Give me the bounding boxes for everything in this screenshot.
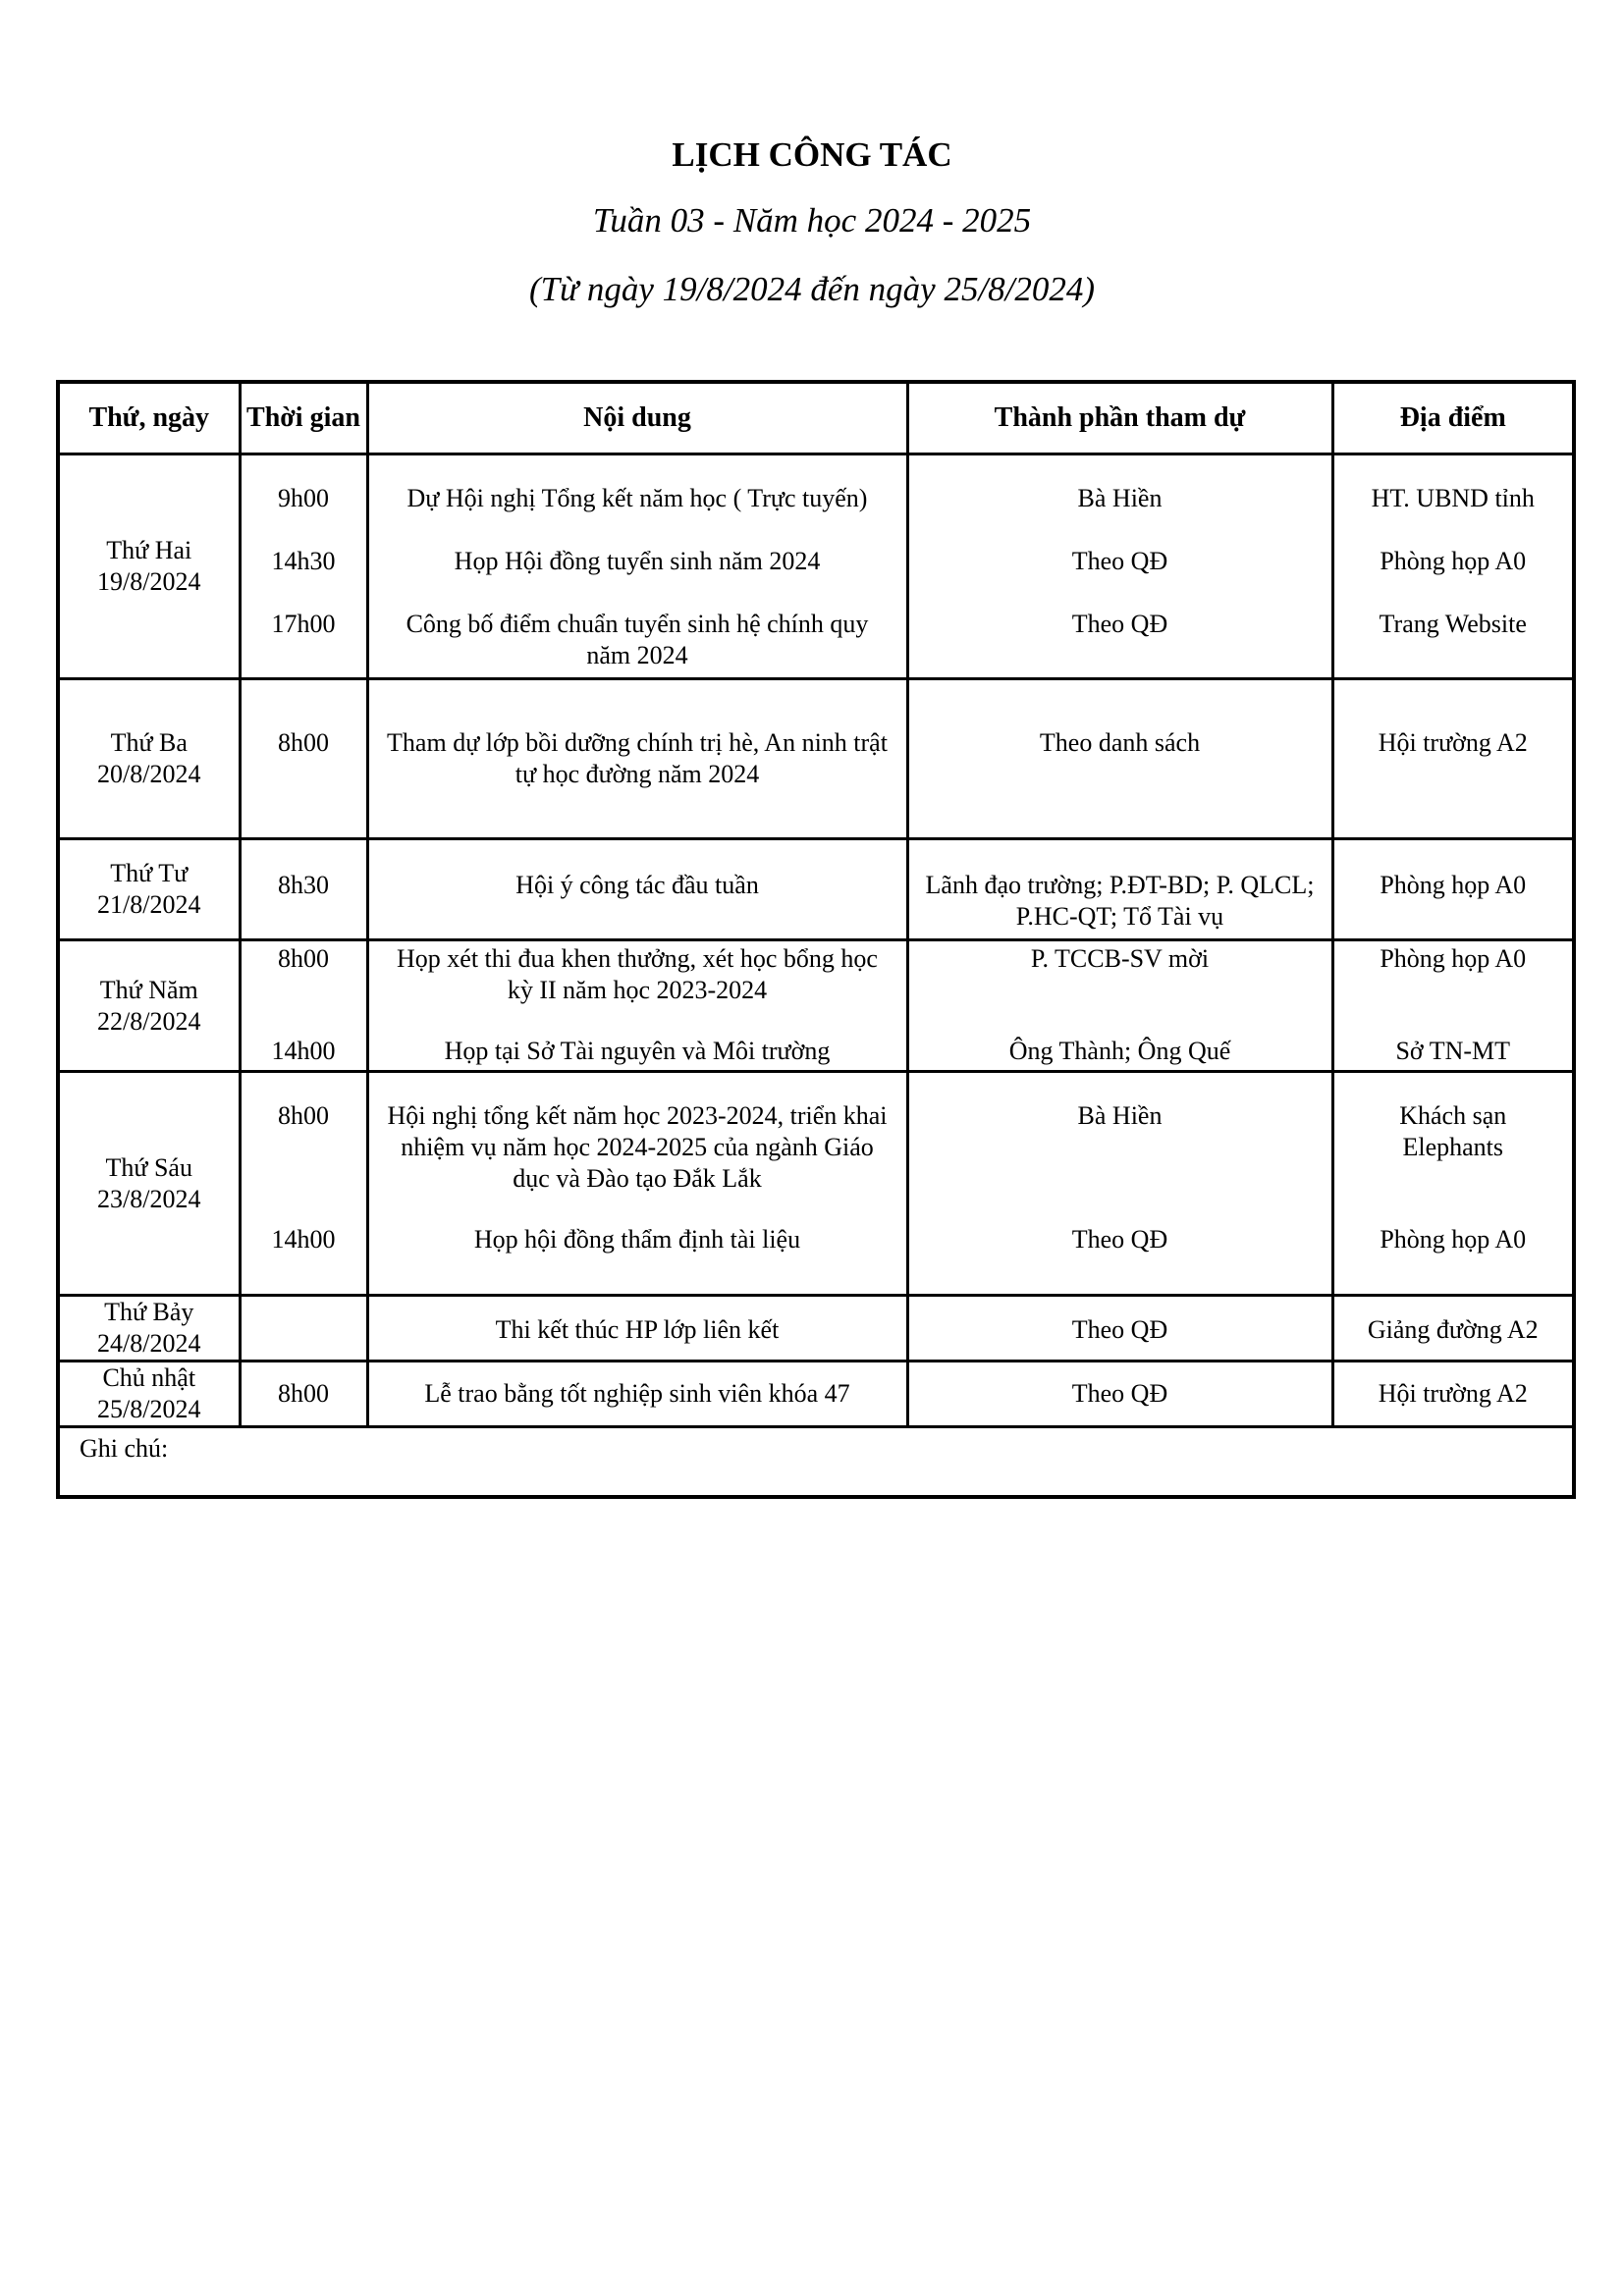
note-row: [58, 1427, 1574, 1498]
event-content: Thi kết thúc HP lớp liên kết: [495, 1315, 780, 1344]
event-time: 14h00: [271, 1037, 336, 1065]
col-header-location: Địa điểm: [1332, 382, 1574, 454]
day-cell: [58, 839, 240, 940]
day-cell: [58, 1296, 240, 1362]
day-date: 21/8/2024: [97, 890, 201, 919]
event-location: Hội trường A2: [1378, 1379, 1528, 1408]
event-content: Hội ý công tác đầu tuần: [515, 871, 759, 899]
date-range: (Từ ngày 19/8/2024 đến ngày 25/8/2024): [528, 270, 1096, 308]
event-participants: P. TCCB-SV mời: [1030, 944, 1210, 973]
event-participants: Bà Hiền: [1077, 1101, 1163, 1130]
day-date: 25/8/2024: [97, 1395, 201, 1423]
day-cell: [58, 679, 240, 839]
event-location-cell: [1332, 1362, 1574, 1427]
event-content: Họp hội đồng thẩm định tài liệu: [473, 1225, 801, 1254]
event-location-cell: [1332, 1296, 1574, 1362]
col-header-content: Nội dung: [367, 382, 907, 454]
event-participants-cell: [907, 1296, 1332, 1362]
event-location-cell: [1332, 839, 1574, 940]
table-row: [58, 940, 1574, 1072]
event-content-cell: [367, 940, 907, 1072]
day-name: Thứ Năm: [99, 975, 198, 1004]
event-time-cell: [240, 454, 367, 679]
day-name: Thứ Bảy: [104, 1298, 194, 1326]
col-header-participants: Thành phần tham dự: [907, 382, 1332, 454]
table-row: [58, 1296, 1574, 1362]
table-row: [58, 839, 1574, 940]
event-participants: Theo QĐ: [1071, 610, 1168, 638]
event-time: 9h00: [278, 484, 329, 512]
event-content-cell: [367, 454, 907, 679]
event-participants: Bà Hiền: [1077, 484, 1163, 512]
event-content-cell: [367, 1362, 907, 1427]
event-participants: Theo danh sách: [1039, 728, 1201, 757]
event-participants-cell: [907, 454, 1332, 679]
schedule-table: [56, 380, 1576, 1499]
col-header-time: Thời gian: [240, 382, 367, 454]
event-participants-cell: [907, 679, 1332, 839]
day-name: Thứ Sáu: [105, 1152, 192, 1182]
event-time: 8h00: [278, 728, 329, 757]
table-row: [58, 1072, 1574, 1296]
event-time: 8h30: [278, 871, 329, 899]
week-subtitle: Tuần 03 - Năm học 2024 - 2025: [592, 201, 1032, 240]
event-location: Phòng họp A0: [1380, 871, 1527, 899]
event-time-cell: [240, 1362, 367, 1427]
event-location: Sở TN-MT: [1395, 1037, 1511, 1065]
event-time: 8h00: [278, 1379, 329, 1408]
event-participants-cell: [907, 839, 1332, 940]
day-cell: [58, 940, 240, 1072]
event-location: Hội trường A2: [1378, 728, 1528, 757]
event-participants: Theo QĐ: [1071, 1315, 1168, 1344]
col-header-day: Thứ, ngày: [58, 382, 240, 454]
event-location: Trang Website: [1379, 610, 1527, 638]
day-cell: [58, 1362, 240, 1427]
event-content-cell: [367, 839, 907, 940]
day-date: 23/8/2024: [97, 1184, 201, 1213]
day-name: Thứ Ba: [110, 728, 188, 757]
day-cell: [58, 454, 240, 679]
table-row: [58, 1362, 1574, 1427]
day-name: Chủ nhật: [102, 1363, 196, 1392]
event-content: Họp Hội đồng tuyển sinh năm 2024: [454, 547, 821, 575]
event-content-cell: [367, 1072, 907, 1296]
event-participants-cell: [907, 1072, 1332, 1296]
event-time: 14h00: [271, 1225, 336, 1254]
table-row: [58, 679, 1574, 839]
table-header-row: [58, 382, 1574, 454]
event-participants: Theo QĐ: [1071, 1379, 1168, 1408]
event-location-cell: [1332, 679, 1574, 839]
event-content: Lễ trao bằng tốt nghiệp sinh viên khóa 47: [424, 1379, 850, 1408]
day-date: 24/8/2024: [97, 1329, 201, 1358]
event-location: Phòng họp A0: [1380, 944, 1527, 973]
event-time-cell: [240, 940, 367, 1072]
event-time: 17h00: [271, 610, 336, 638]
event-time-cell: [240, 1072, 367, 1296]
event-content: Dự Hội nghị Tổng kết năm học ( Trực tuyến): [406, 484, 868, 512]
event-participants-cell: [907, 1362, 1332, 1427]
event-location: Phòng họp A0: [1380, 547, 1527, 575]
day-date: 20/8/2024: [97, 760, 201, 788]
event-time-cell: [240, 679, 367, 839]
event-participants-cell: [907, 940, 1332, 1072]
event-content: Công bố điểm chuẩn tuyển sinh hệ chính quy năm 2024: [406, 610, 869, 669]
event-participants: Ông Thành; Ông Quế: [1008, 1037, 1231, 1065]
event-time: 8h00: [278, 1101, 329, 1130]
day-cell: [58, 1072, 240, 1296]
event-content-cell: [367, 679, 907, 839]
event-content: Họp xét thi đua khen thưởng, xét học bổng học kỳ II năm học 2023-2024: [397, 944, 878, 1004]
event-location-cell: [1332, 454, 1574, 679]
event-content: Họp tại Sở Tài nguyên và Môi trường: [444, 1037, 831, 1065]
table-row: [58, 454, 1574, 679]
note-label: Ghi chú:: [58, 1427, 1574, 1498]
event-location: Giảng đường A2: [1367, 1315, 1539, 1344]
event-participants: Theo QĐ: [1071, 1225, 1168, 1254]
event-content-cell: [367, 1296, 907, 1362]
event-location-cell: [1332, 1072, 1574, 1296]
event-participants: Lãnh đạo trường; P.ĐT-BD; P. QLCL; P.HC-QT; Tổ Tài vụ: [925, 871, 1315, 931]
day-date: 19/8/2024: [97, 567, 201, 596]
event-time-cell: [240, 1296, 367, 1362]
event-time: 14h30: [271, 547, 336, 575]
event-content: Tham dự lớp bồi dưỡng chính trị hè, An ninh trật tự học đường năm 2024: [387, 728, 888, 788]
event-participants: Theo QĐ: [1071, 547, 1168, 575]
event-location-cell: [1332, 940, 1574, 1072]
event-location: Khách sạn Elephants: [1399, 1101, 1507, 1161]
day-date: 22/8/2024: [97, 1006, 201, 1036]
event-location: Phòng họp A0: [1380, 1225, 1527, 1254]
event-time-cell: [240, 839, 367, 940]
day-name: Thứ Hai: [106, 536, 192, 564]
event-location: HT. UBND tỉnh: [1371, 484, 1535, 512]
event-content: Hội nghị tổng kết năm học 2023-2024, triển khai nhiệm vụ năm học 2024-2025 của ngành Giáo dục và Đào tạo Đắk Lắk: [387, 1101, 888, 1193]
day-name: Thứ Tư: [110, 859, 189, 887]
document-title: LỊCH CÔNG TÁC: [672, 135, 952, 174]
event-time: 8h00: [278, 944, 329, 973]
